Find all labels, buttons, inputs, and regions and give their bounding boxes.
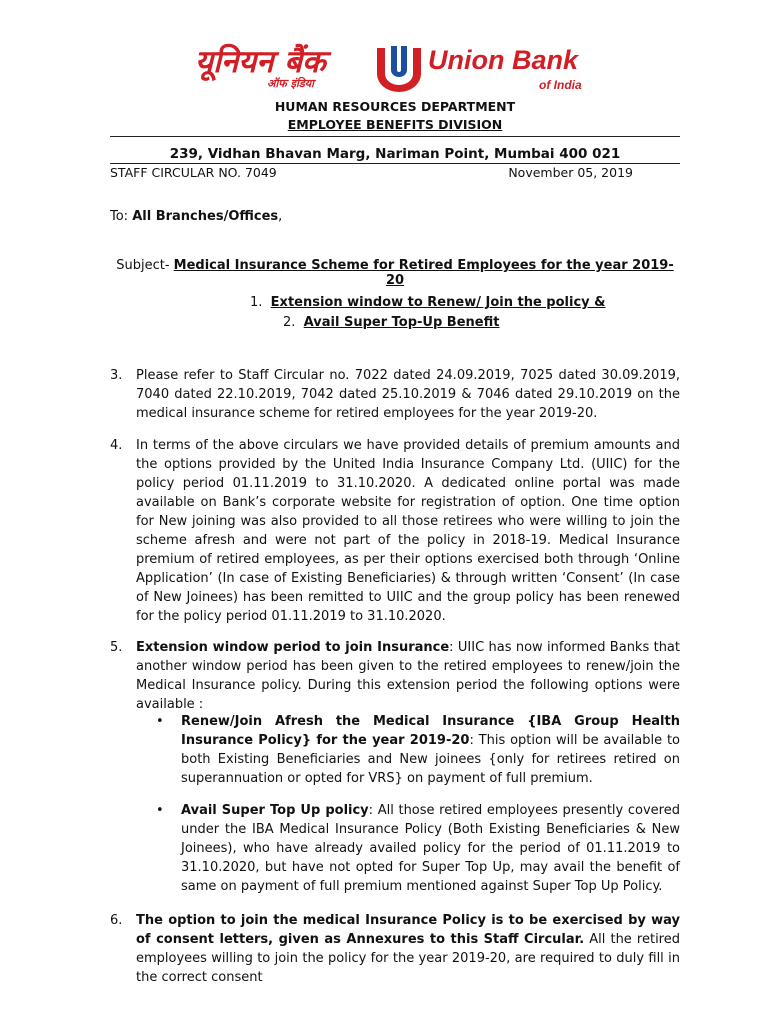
subject-line — [110, 258, 680, 288]
paragraph-text — [136, 638, 680, 714]
paragraph-text — [136, 911, 680, 987]
logo-hindi-name: यूनियन बैंक — [195, 44, 326, 80]
subject-item — [250, 295, 606, 310]
paragraph-4 — [110, 436, 680, 626]
to-recipients: All Branches/Offices — [132, 209, 279, 224]
department-heading: HUMAN RESOURCES DEPARTMENT — [274, 99, 516, 114]
subject-item-num: 1. — [250, 295, 263, 310]
paragraph-number: 6. — [110, 913, 123, 928]
paragraph-text: In terms of the above circulars we have provided details of premium amounts and the options provided by the United India Insurance Company Ltd. (UIIC) for the policy period 01.11.2019 to 31.10.2020. A dedicated online portal was made available on Bank’s corporate website for registration of option. One time option for New joining was also provided to all those retirees who were willing to join the scheme afresh and were not part of the policy in 2018-19. Medical Insurance premium of retired employees, as per their options exercised both through ‘Online Application’ (In case of Existing Beneficiaries) & through written ‘Consent’ (In case of New Joinees) has been remitted to UIIC and the group policy has been renewed for the policy period 01.11.2019 to 31.10.2020. — [136, 438, 680, 624]
bullet-item — [156, 712, 680, 788]
logo-english-name: Union Bank — [428, 45, 579, 75]
bullet-bold-lead: Renew/Join Afresh the Medical Insurance {IBA Group Health Insurance Policy} for the year 2019-20 — [181, 714, 680, 748]
paragraph-5 — [110, 638, 680, 714]
bullet-bold-lead: Avail Super Top Up policy — [181, 803, 369, 818]
bullet-dot: • — [156, 803, 164, 818]
address-line: 239, Vidhan Bhavan Marg, Nariman Point, Mumbai 400 021 — [169, 146, 621, 162]
paragraph-rest: All the retired employees willing to join the policy for the year 2019-20, are required to duly fill in the correct consent — [136, 932, 680, 985]
paragraph-rest: : UIIC has now informed Banks that another window period has been given to the retired employees to renew/join the Medical Insurance policy. During this extension period the following options were available : — [136, 640, 680, 712]
header-rule-bottom — [110, 163, 680, 164]
union-bank-logo — [195, 40, 595, 100]
paragraph-number: 3. — [110, 368, 123, 383]
addressee-line — [110, 209, 282, 224]
paragraph-text: Please refer to Staff Circular no. 7022 dated 24.09.2019, 7025 dated 30.09.2019, 7040 dated 22.10.2019, 7042 dated 25.10.2019 & 7046 dated 29.10.2019 on the medical insurance scheme for retired employees for the year 2019-20. — [136, 368, 680, 421]
bullet-rest: : This option will be available to both Existing Beneficiaries and New joinees {only for retirees retired on superannuation or opted for VRS} on payment of full premium. — [181, 733, 680, 786]
subject-item-num: 2. — [283, 315, 296, 330]
subject-item-text: Avail Super Top-Up Benefit — [303, 315, 500, 330]
circular-date: November 05, 2019 — [508, 165, 633, 180]
division-heading: EMPLOYEE BENEFITS DIVISION — [287, 117, 503, 132]
bullet-rest: : All those retired employees presently covered under the IBA Medical Insurance Policy (Both Existing Beneficiaries & New Joinees), who have already availed policy for the period of 01.11.2019 to 31.10.2020, but have not opted for Super Top Up, may avail the benefit of same on payment of full premium mentioned against Super Top Up Policy. — [181, 803, 680, 894]
subject-item-text: Extension window to Renew/ Join the policy & — [270, 295, 606, 310]
subject-item — [283, 315, 499, 330]
bullet-item — [156, 801, 680, 896]
bullet-text — [181, 712, 680, 788]
paragraph-number: 4. — [110, 438, 123, 453]
bullet-dot: • — [156, 714, 164, 729]
logo-english-sub: of India — [539, 78, 582, 92]
paragraph-number: 5. — [110, 640, 123, 655]
bullet-text — [181, 801, 680, 896]
paragraph-bold-lead: Extension window period to join Insurance — [136, 640, 450, 655]
logo-hindi-sub: ऑफ इंडिया — [267, 77, 314, 90]
to-suffix: , — [278, 209, 283, 224]
subject-prefix: Subject- — [116, 258, 174, 273]
to-prefix: To: — [110, 209, 133, 224]
circular-number: STAFF CIRCULAR NO. 7049 — [110, 165, 277, 180]
paragraph-bold-lead: The option to join the medical Insurance Policy is to be exercised by way of consent letters, given as Annexures to this Staff Circular. — [136, 913, 680, 947]
subject-title: Medical Insurance Scheme for Retired Employees for the year 2019-20 — [173, 258, 674, 288]
paragraph-6 — [110, 911, 680, 987]
header-rule-top — [110, 136, 680, 137]
paragraph-3 — [110, 366, 680, 423]
union-bank-emblem-icon — [369, 42, 429, 94]
